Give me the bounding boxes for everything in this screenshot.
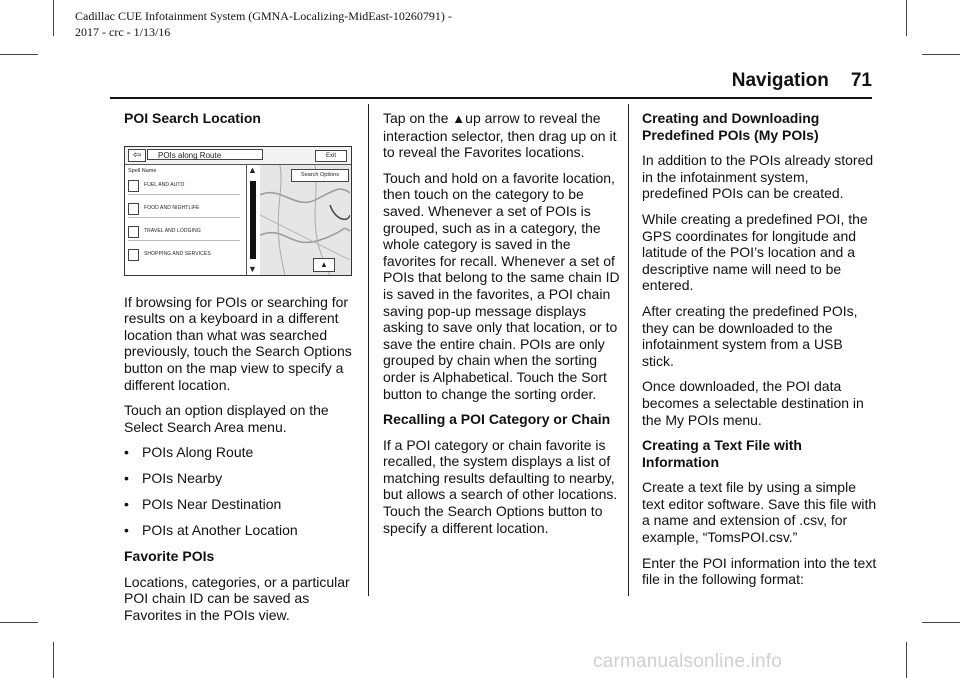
paragraph: Create a text file by using a simple text editor software. Save this file with a name and extension of .csv, for example, “TomsPOI.csv.” [642, 479, 877, 546]
paragraph: Touch an option displayed on the Select Search Area menu. [124, 402, 329, 435]
figure-row [128, 200, 240, 218]
figure-row-label: FOOD AND NIGHTLIFE [144, 204, 200, 211]
paragraph: Locations, categories, or a particular POI chain ID can be saved as Favorites in the POIs view. [124, 573, 350, 623]
column-divider [368, 104, 369, 596]
page-header [732, 70, 872, 92]
figure-topbar [125, 147, 351, 165]
figure-scrollbar [246, 165, 261, 275]
poi-screen-figure [124, 146, 352, 276]
running-header-line1: Cadillac CUE Infotainment System (GMNA-Localizing-MidEast-10260791) - [75, 9, 452, 23]
running-header-line2: 2017 - crc - 1/13/16 [75, 25, 171, 39]
bullet-icon: • [124, 470, 129, 487]
bullet-icon: • [124, 496, 129, 513]
crop-mark [906, 642, 907, 678]
search-area-list [124, 444, 366, 538]
heading-poi-search-location: POI Search Location [124, 110, 261, 126]
crop-mark [906, 0, 907, 36]
crop-mark [922, 622, 960, 623]
crop-mark [0, 54, 38, 55]
heading-recalling-poi: Recalling a POI Category or Chain [383, 411, 611, 428]
paragraph: While creating a predefined POI, the GPS coordinates for longitude and latitude of the POI’s location and a descriptive name will need to be entered. [642, 210, 868, 294]
column-1 [124, 110, 366, 632]
figure-row [128, 177, 240, 195]
figure-spell-name: Spell Name [128, 167, 157, 174]
figure-row [128, 246, 240, 263]
figure-row [128, 223, 240, 241]
column-3 [642, 110, 877, 597]
heading-text-file: Creating a Text File with Information [642, 437, 802, 470]
figure-row-label: FUEL AND AUTO [144, 181, 185, 188]
column-2 [383, 110, 621, 545]
list-item: • POIs Along Route [124, 444, 254, 461]
figure-row-label: SHOPPING AND SERVICES [144, 250, 211, 257]
bullet-icon: • [124, 522, 129, 539]
up-arrow-icon: ▲ [452, 111, 466, 126]
checkbox-icon [128, 203, 139, 215]
paragraph: Enter the POI information into the text file in the following format: [642, 554, 877, 588]
scroll-thumb [250, 181, 256, 259]
header-rule [110, 97, 872, 99]
crop-mark [53, 642, 54, 678]
checkbox-icon [128, 226, 139, 238]
paragraph: If browsing for POIs or searching for results on a keyboard in a different location than what was searched previously, touch the Search Options button on the map view to specify a different location. [124, 293, 352, 393]
section-title: Navigation [731, 70, 829, 91]
crop-mark [0, 622, 38, 623]
column-divider [628, 104, 629, 596]
paragraph: Touch and hold on a favorite location, then touch on the category to be saved. Whenever a set of POIs is grouped, such as in a category, the whole category is saved in the favorites for recall. Whenever a set of POIs that belong to the same chain ID is saved in the favorites, a POI chain saving pop-up message displays asking to save only that location, or to save the entire chain. POIs are only grouped by chain when the sorting order is Alphabetical. Touch the Sort button to change the sorting order. [383, 169, 620, 402]
list-item: • POIs at Another Location [124, 522, 298, 539]
up-triangle-icon: ▲ [313, 258, 335, 272]
down-triangle-icon: ▼ [248, 263, 257, 274]
watermark: carmanualsonline.info [593, 651, 783, 672]
up-triangle-icon: ▲ [248, 164, 257, 175]
figure-title: POIs along Route [147, 149, 263, 160]
crop-mark [53, 0, 54, 36]
heading-favorite-pois: Favorite POIs [124, 547, 215, 564]
figure-category-list [125, 165, 245, 275]
figure-search-options-button: Search Options [291, 169, 349, 182]
figure-map [260, 165, 351, 275]
paragraph: In addition to the POIs already stored in the infotainment system, predefined POIs can be created. [642, 152, 874, 202]
page-number: 71 [850, 70, 872, 91]
bullet-icon: • [124, 444, 129, 461]
back-arrow-icon: ⇦ [128, 149, 146, 162]
paragraph: After creating the predefined POIs, they can be downloaded to the infotainment system from a USB stick. [642, 302, 858, 369]
checkbox-icon [128, 180, 139, 192]
checkbox-icon [128, 249, 139, 261]
paragraph: If a POI category or chain favorite is recalled, the system displays a list of matching results defaulting to nearby, but allows a search of other locations. Touch the Search Options button to specify a different location. [383, 436, 618, 536]
paragraph: Once downloaded, the POI data becomes a selectable destination in the My POIs menu. [642, 378, 864, 428]
crop-mark [922, 54, 960, 55]
list-item: • POIs Near Destination [124, 496, 282, 513]
figure-exit-button: Exit [315, 150, 347, 162]
list-item: • POIs Nearby [124, 470, 223, 487]
figure-row-label: TRAVEL AND LODGING [144, 227, 201, 234]
paragraph: Tap on the ▲up arrow to reveal the interaction selector, then drag up on it to reveal the Favorites locations. [383, 110, 617, 161]
heading-creating-pois: Creating and Downloading Predefined POIs (My POIs) [642, 110, 820, 143]
running-header [75, 8, 452, 40]
